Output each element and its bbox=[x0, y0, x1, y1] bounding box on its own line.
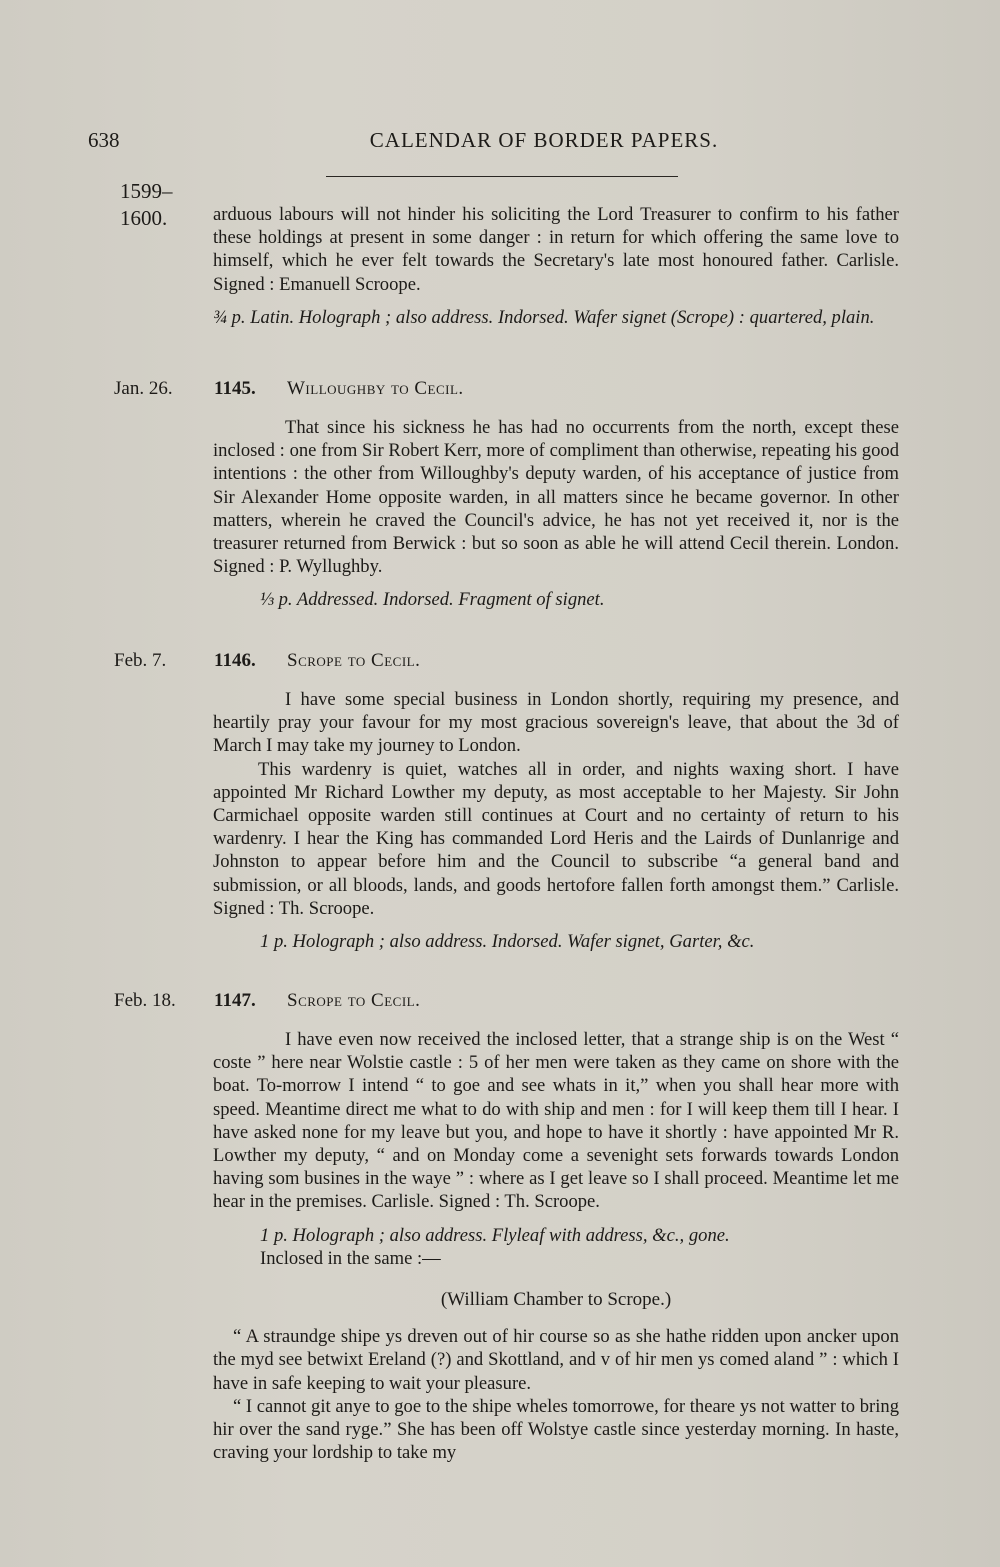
entry-heading bbox=[88, 650, 899, 678]
continuation-text bbox=[213, 203, 899, 329]
inclosure-line: Inclosed in the same :— bbox=[260, 1247, 441, 1269]
entry-date: Jan. 26. bbox=[114, 378, 173, 399]
entry-note: ⅓ p. Addressed. Indorsed. Fragment of signet. bbox=[260, 589, 605, 611]
entry-number: 1147. bbox=[214, 990, 256, 1011]
year-line-1: 1599– bbox=[120, 179, 173, 203]
entry-paragraph: That since his sickness he has had no occurrents from the north, except these inclosed : one from Sir Robert Kerr, more of compliment than otherwise, repeating his good intentions : the other from Willoughby's deputy warden, of his acceptance of justice from Sir Alexander Home opposite warden, in all matters since he became governor. In other matters, wherein he craved the Council's advice, he has not yet received it, nor is the treasurer returned from Berwick : but so soon as able he will attend Cecil therein. London. Signed : P. Wyllughby. bbox=[213, 417, 899, 578]
entry-heading bbox=[88, 378, 899, 406]
entry-body bbox=[213, 416, 899, 612]
inclosure-paragraph: “ I cannot git anye to goe to the shipe wheles tomorrowe, for theare ys not watter to bring hir over the sand ryge.” She has been off Wolstye castle since yesterday morning. In haste, craving your lordship to take my bbox=[213, 1395, 899, 1464]
inclosure-paragraph: “ A straundge shipe ys dreven out of hir course so as she hathe ridden upon ancker upon the myd see betwixt Ereland (?) and Skottland, and v of hir men ys comed aland ” : which I have in safe keeping to wait your pleasure. bbox=[213, 1326, 899, 1394]
year-line-2: 1600. bbox=[120, 206, 168, 230]
inclosure-title: (William Chamber to Scrope.) bbox=[440, 1289, 672, 1311]
entry-title: Scrope to Cecil. bbox=[287, 650, 421, 671]
entry-note: 1 p. Holograph ; also address. Flyleaf with address, &c., gone. bbox=[260, 1224, 730, 1246]
entry-paragraph: I have some special business in London shortly, requiring my presence, and heartily pray your favour for my most gracious sovereign's leave, that about the 3d of March I may take my journey to London. bbox=[213, 689, 899, 757]
entry-title: Willoughby to Cecil. bbox=[287, 378, 464, 399]
entry-paragraph: This wardenry is quiet, watches all in order, and nights waxing short. I have appointed Mr Richard Lowther my deputy, as most acceptable to her Majesty. Sir John Carmichael opposite warden still continues at Court and no certainty of return to his wardenry. I hear the King has commanded Lord Heris and the Lairds of Dunlanrige and Johnston to appear before him and the Council to subscribe “a general band and submission, or all bloods, lands, and goods hertofore fallen forth amongst them.” Carlisle. Signed : Th. Scroope. bbox=[213, 758, 899, 919]
entry-date: Feb. 7. bbox=[114, 650, 167, 671]
page-number: 638 bbox=[88, 128, 120, 152]
entry-note: 1 p. Holograph ; also address. Indorsed. Wafer signet, Garter, &c. bbox=[260, 931, 755, 953]
entry-date: Feb. 18. bbox=[114, 990, 176, 1011]
entry-paragraph: I have even now received the inclosed letter, that a strange ship is on the West “ coste ” here near Wolstie castle : 5 of her men were taken as they came on shore with the boat. To-morrow I intend “ to goe and see whats in it,” when you shall hear more with speed. Meantime direct me what to do with ship and men : for I will keep them till I hear. I have asked none for my leave but you, and hope to have it shortly : have appointed Mr R. Lowther my deputy, “ and on Monday come a sevenight sets forwards towards London having som busines in the waye ” : where as I get leave so I shall proceed. Meantime let me hear in the premises. Carlisle. Signed : Th. Scroope. bbox=[213, 1029, 899, 1213]
entry-body bbox=[213, 1028, 899, 1464]
entry-heading bbox=[88, 990, 899, 1018]
entry-1145 bbox=[88, 378, 899, 612]
entry-1147 bbox=[88, 990, 899, 1464]
continuation-note: ¾ p. Latin. Holograph ; also address. Indorsed. Wafer signet (Scrope) : quartered, plain. bbox=[213, 306, 875, 328]
continuation-paragraph: arduous labours will not hinder his soliciting the Lord Treasurer to confirm to his father these holdings at present in some danger : in return for which offering the same love to himself, which he ever felt towards the Secretary's late most honoured father. Carlisle. Signed : Emanuell Scroope. bbox=[213, 204, 899, 295]
page-header bbox=[88, 128, 900, 158]
entry-number: 1146. bbox=[214, 650, 256, 671]
entry-body bbox=[213, 688, 899, 953]
entry-title: Scrope to Cecil. bbox=[287, 990, 421, 1011]
header-rule bbox=[326, 176, 678, 177]
year-marginal bbox=[120, 178, 173, 232]
running-title: CALENDAR OF BORDER PAPERS. bbox=[369, 128, 719, 152]
entry-number: 1145. bbox=[214, 378, 256, 399]
entry-1146 bbox=[88, 650, 899, 953]
